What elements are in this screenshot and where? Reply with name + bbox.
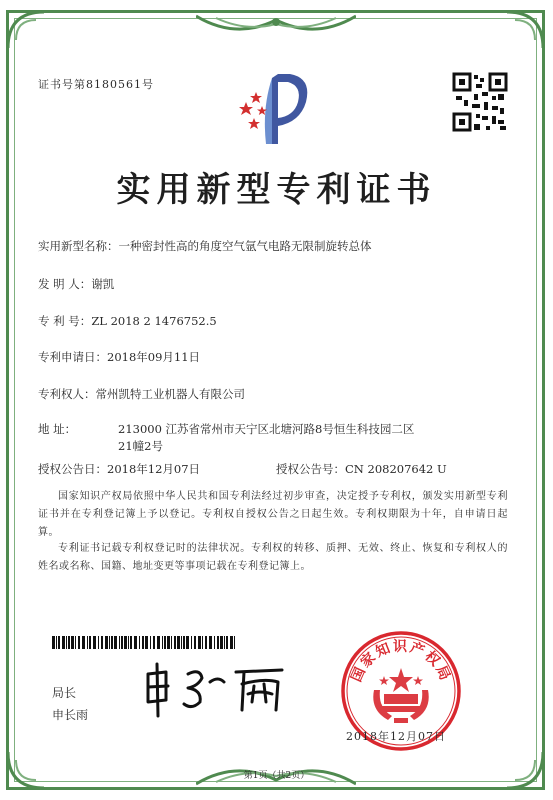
publication-number: CN 208207642 U [345,462,447,476]
application-date: 2018年09月11日 [107,350,201,364]
page-number: 第1页（共2页） [243,771,310,781]
publication-number-row [276,461,447,477]
address-label: 地 址： [38,422,77,436]
document-title: 实用新型专利证书 [116,170,437,210]
corner-ornament-icon [6,10,46,50]
certificate-number: 证书号第8180561号 [38,78,154,91]
seal-date: 2018年12月07日 [346,730,446,743]
inventor-label: 发 明 人： [38,277,92,291]
patentee-label: 专利权人： [38,387,96,401]
signature-icon [140,660,290,720]
director-title: 局长 [52,686,77,700]
publication-number-label: 授权公告号： [276,462,345,476]
director-name: 申长雨 [52,708,89,722]
address-line-2: 21幢2号 [118,439,163,453]
application-date-row [38,349,200,365]
inventor-row [38,276,114,292]
utility-model-name-label: 实用新型名称： [38,239,119,253]
paragraph-2: 专利证书记载专利权登记时的法律状况。专利权的转移、质押、无效、终止、恢复和专利权人的姓名或名称、国籍、地址变更等事项记载在专利登记簿上。 [38,543,508,572]
grant-date-label: 授权公告日： [38,462,107,476]
address-line-1: 213000 江苏省常州市天宁区北塘河路8号恒生科技园二区 [118,422,415,436]
corner-ornament-icon [505,10,545,50]
utility-model-name: 一种密封性高的角度空气氩气电路无限制旋转总体 [118,239,372,253]
barcode-icon [52,636,238,649]
address-row [38,421,414,437]
qr-code-icon [452,72,508,132]
patent-number: ZL 2018 2 1476752.5 [91,314,217,328]
application-date-label: 专利申请日： [38,350,107,364]
inventor: 谢凯 [91,277,115,291]
patent-number-label: 专 利 号： [38,314,92,328]
grant-date: 2018年12月07日 [107,462,201,476]
patentee: 常州凯特工业机器人有限公司 [95,387,245,401]
paragraph-1: 国家知识产权局依照中华人民共和国专利法经过初步审查，决定授予专利权，颁发实用新型专利证书并在专利登记簿上予以登记。专利权自授权公告之日起生效。专利权期限为十年，自申请日起算。 [38,491,508,538]
top-ornament-icon [196,10,356,38]
patent-office-logo-icon [232,68,324,148]
grant-date-row [38,461,200,477]
svg-text:国家知识产权局: 国家知识产权局 [348,638,454,685]
utility-model-name-row [38,238,372,254]
patent-number-row [38,313,217,329]
patentee-row [38,386,245,402]
